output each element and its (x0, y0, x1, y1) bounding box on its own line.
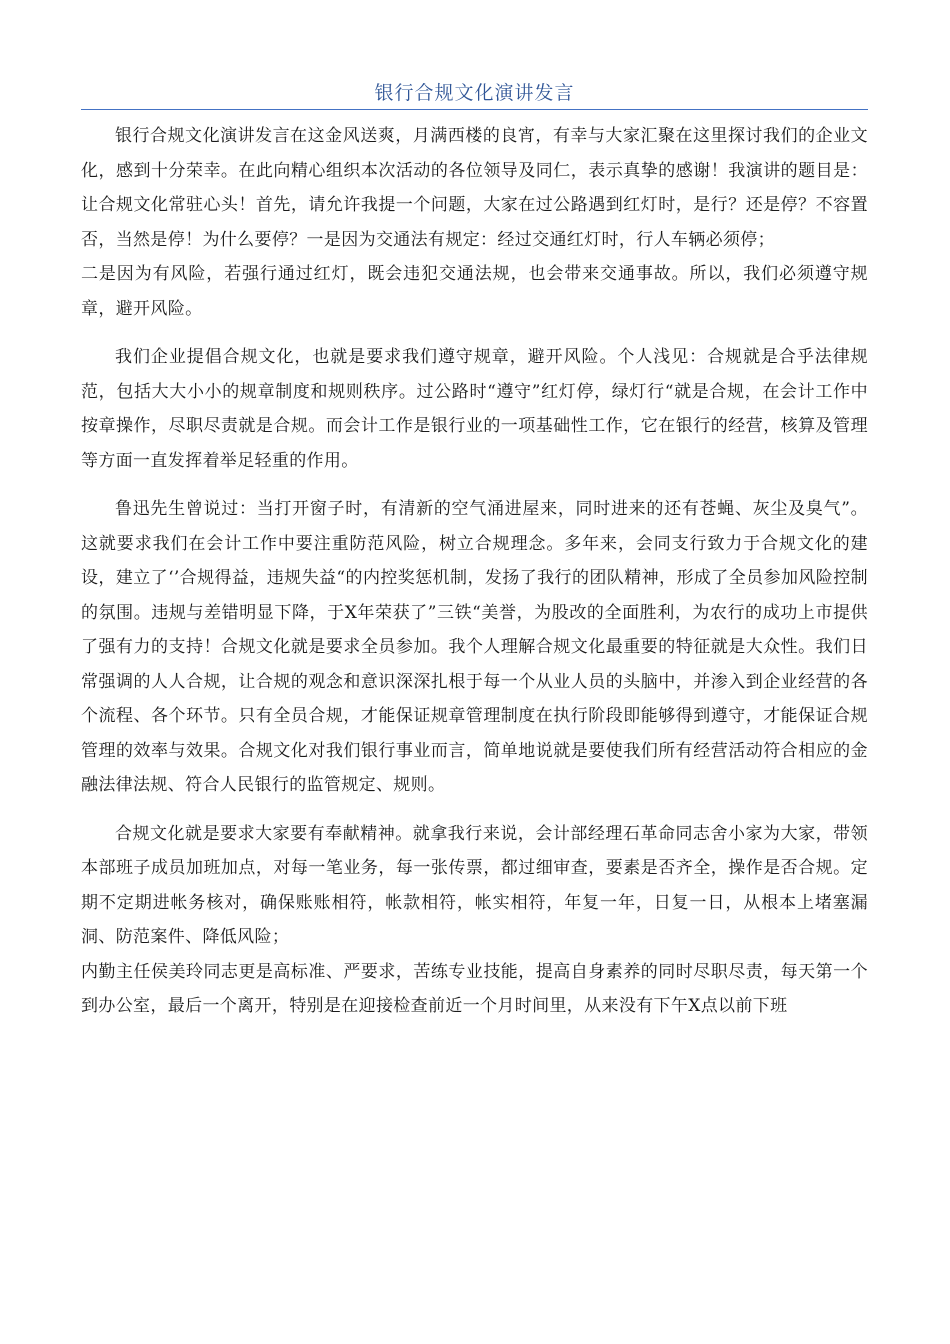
paragraph-dedication: 合规文化就是要求大家要有奉献精神。就拿我行来说，会计部经理石革命同志舍小家为大家，带领本部班子成员加班加点，对每一笔业务，每一张传票，都过细审查，要素是否齐全，操作是否合规。定期不定期进帐务核对，确保账账相符，帐款相符，帐实相符，年复一年，日复一日，从根本上堵塞漏洞、防范案件、降低风险； (81, 823, 868, 947)
document-body (81, 119, 868, 1024)
document-title: 银行合规文化演讲发言 (81, 78, 868, 110)
paragraph-compliance-definition: 我们企业提倡合规文化，也就是要求我们遵守规章，避开风险。个人浅见：合规就是合乎法律规范，包括大大小小的规章制度和规则秩序。过公路时“遵守”红灯停，绿灯行“就是合规，在会计工作中按章操作，尽职尽责就是合规。而会计工作是银行业的一项基础性工作，它在银行的经营，核算及管理等方面一直发挥着举足轻重的作用。 (81, 347, 868, 471)
paragraph-lu-xun-quote: 鲁迅先生曾说过：当打开窗子时，有清新的空气涌进屋来，同时进来的还有苍蝇、灰尘及臭气”。这就要求我们在会计工作中要注重防范风险，树立合规理念。多年来，会同支行致力于合规文化的建设，建立了‘’合规得益，违规失益“的内控奖惩机制，发扬了我行的团队精神，形成了全员参加风险控制的氛围。违规与差错明显下降，于X年荣获了”三铁“美誉，为股改的全面胜利，为农行的成功上市提供了强有力的支持！合规文化就是要求全员参加。我个人理解合规文化最重要的特征就是大众性。我们日常强调的人人合规，让合规的观念和意识深深扎根于每一个从业人员的头脑中，并渗入到企业经营的各个流程、各个环节。只有全员合规，才能保证规章管理制度在执行阶段即能够得到遵守，才能保证合规管理的效率与效果。合规文化对我们银行事业而言，简单地说就是要使我们所有经营活动符合相应的金融法律法规、符合人民银行的监管规定、规则。 (81, 499, 868, 795)
paragraph-risk-continuation: 二是因为有风险，若强行通过红灯，既会违犯交通法规，也会带来交通事故。所以，我们必须遵守规章，避开风险。 (81, 264, 868, 319)
paragraph-opening: 银行合规文化演讲发言在这金风送爽，月满西楼的良宵，有幸与大家汇聚在这里探讨我们的企业文化，感到十分荣幸。在此向精心组织本次活动的各位领导及同仁，表示真挚的感谢！我演讲的题目是：让合规文化常驻心头！首先，请允许我提一个问题，大家在过公路遇到红灯时，是行？还是停？不容置否，当然是停！为什么要停？一是因为交通法有规定：经过交通红灯时，行人车辆必须停； (81, 126, 868, 250)
paragraph-hou-meiling: 内勤主任侯美玲同志更是高标准、严要求，苦练专业技能，提高自身素养的同时尽职尽责，每天第一个到办公室，最后一个离开，特别是在迎接检查前近一个月时间里，从来没有下午X点以前下班 (81, 961, 868, 1016)
document-page (81, 78, 868, 1024)
